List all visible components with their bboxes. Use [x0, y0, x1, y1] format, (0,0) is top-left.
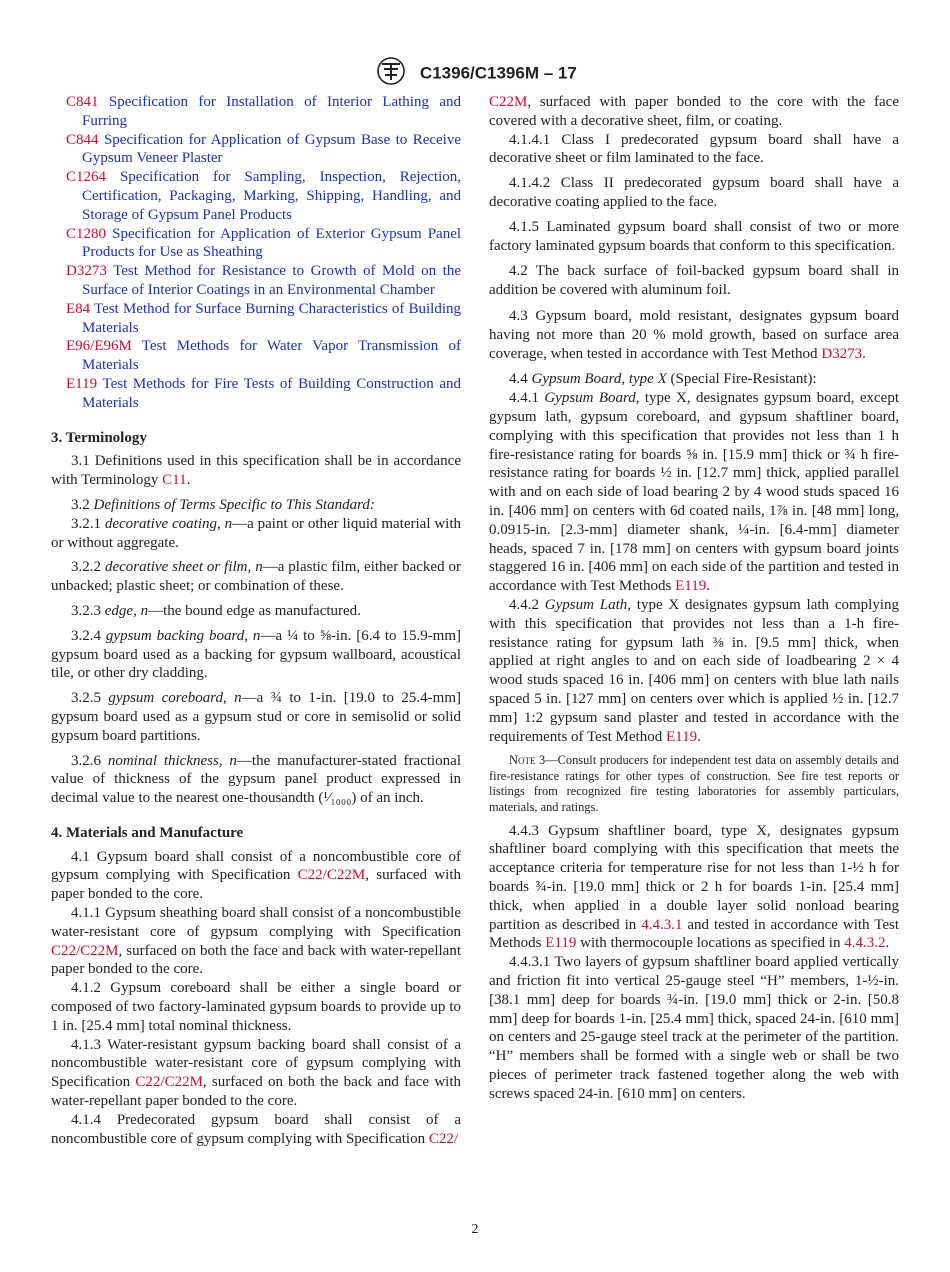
ref-item	[51, 131, 461, 169]
para-4-1-5: 4.1.5 Laminated gypsum board shall consist of two or more factory laminated gypsum boards that conform to this specification.	[489, 218, 899, 254]
standard-designation: C1396/C1396M – 17	[419, 63, 577, 83]
e119-link[interactable]: E119	[665, 728, 698, 745]
page-number: 2	[471, 1222, 479, 1237]
c22-link[interactable]: C22/	[428, 1130, 459, 1147]
ref-code-link[interactable]: C841	[66, 94, 99, 110]
section-heading-terminology: 3. Terminology	[51, 429, 147, 446]
para-4-1: 4.1 Gypsum board shall consist of a noncombustible core of gypsum complying with Specification C22/C22M, surfaced with paper bonded to the core.	[51, 848, 461, 903]
ref-title: Specification for Installation of Interior Lathing and Furring	[82, 94, 462, 129]
ref-code-link[interactable]: E119	[66, 375, 98, 392]
d3273-link[interactable]: D3273	[821, 345, 863, 362]
ref-item	[51, 168, 461, 224]
ref-title: Test Method for Surface Burning Characteristics of Building Materials	[82, 300, 461, 336]
para-4-3: 4.3 Gypsum board, mold resistant, designates gypsum board having not more than 20 % mold growth, based on surface area coverage, when tested in accordance with Test Method D3273.	[489, 307, 899, 362]
section-4-4-3-2-link[interactable]: 4.4.3.2	[844, 935, 886, 952]
ref-title: Specification for Sampling, Inspection, Rejection, Certification, Packaging, Marking, Shipping, Handling, and Storage of Gypsum Panel Products	[82, 169, 461, 223]
c22-link[interactable]: C22/C22M	[135, 1074, 203, 1091]
para-4-1-4-1: 4.1.4.1 Class I predecorated gypsum board shall have a decorative sheet or film laminated to the face.	[489, 131, 899, 167]
ref-title: Test Methods for Water Vapor Transmission of Materials	[82, 338, 461, 374]
para-4-4: 4.4 Gypsum Board, type X (Special Fire-Resistant):	[509, 371, 817, 388]
para-4-4-1: 4.4.1 Gypsum Board, type X, designates gypsum board, except gypsum lath, gypsum coreboard, and gypsum shaftliner board, complying with this specification that provides not less than 1 h fire-resistance rating for boards ⅝ in. [15.9 mm] thick or ¾ h fire-resistance rating for boards ½ in. [12.7 mm] thick, applied parallel with and on each side of load bearing 2 by 4 wood studs spaced 16 in. [406 mm] on centers with 6d coated nails, 1⅞ in. [48 mm] long, 0.0915-in. [2.3-mm] diameter shank, ¼-in. [6.4-mm] diameter heads, spaced 7 in. [178 mm] on centers with gypsum board joints staggered 16 in. [406 mm] on each side of the partition and tested in accordance with Test Methods E119.	[489, 390, 900, 595]
ref-title: Test Methods for Fire Tests of Building Construction and Materials	[82, 375, 462, 411]
para-4-4-3-1: 4.4.3.1 Two layers of gypsum shaftliner board applied vertically and friction fit into vertical 25-gauge steel “H” members, 1-½-in. [38.1 mm] deep for boards ¾-in. [19.0 mm] thick or 2-in. [50.8 mm] deep for boards 1-in. [25.4 mm] thick, spaced 24-in. [610 mm] on centers and 25-gauge steel track at the perimeter of the partition. “H” members shall be formed with a single web or shall be two pieces of perimeter track fastened together along the web with screws spaced 24-in. [610 mm] on centers.	[489, 954, 899, 1102]
ref-item	[51, 300, 461, 338]
definition-3-2-1: 3.2.1 decorative coating, n—a paint or other liquid material with or without aggregate.	[51, 515, 462, 551]
definition-3-2-6: 3.2.6 nominal thickness, n—the manufacturer-stated fractional value of thickness of the gypsum panel product expressed in decimal value to the nearest one-thousandth (¹⁄₁₀₀₀) of an inch.	[51, 752, 462, 807]
ref-title: Specification for Application of Exterior Gypsum Panel Products for Use as Sheathing	[82, 225, 462, 261]
definition-3-2-2: 3.2.2 decorative sheet or film, n—a plastic film, either backed or unbacked; plastic sheet; or combination of these.	[51, 559, 462, 595]
para-4-2: 4.2 The back surface of foil-backed gypsum board shall in addition be covered with aluminum foil.	[489, 263, 899, 299]
para-3-2: 3.2 Definitions of Terms Specific to This Standard:	[71, 496, 375, 513]
para-4-1-4-cont: C22M, surfaced with paper bonded to the core with the face covered with a decorative sheet, film, or coating.	[489, 94, 899, 129]
note-3: Note 3—Consult producers for independent test data on assembly details and fire-resistance ratings for other types of construction. See fire test reports or listings from recognized fire testing laboratories for assembly particulars, materials, and ratings.	[489, 753, 899, 815]
section-heading-materials: 4. Materials and Manufacture	[51, 824, 244, 841]
page-header	[0, 56, 950, 91]
e119-link[interactable]: E119	[545, 935, 577, 952]
ref-code-link[interactable]: C844	[66, 131, 99, 148]
ref-code-link[interactable]: C1280	[66, 225, 107, 242]
e119-link[interactable]: E119	[675, 578, 707, 595]
para-4-4-2: 4.4.2 Gypsum Lath, type X designates gypsum lath complying with this specification that provides not less than a 1-h fire-resistance rating for gypsum lath ⅜ in. [9.5 mm] thick, when applied at right angles to and on each side of loadbearing 2 × 4 wood studs spaced 16 in. [406 mm] on centers with blue lath nails spaced 5 in. [127 mm] on centers over which is applied ½ in. [12.7 mm] 1:2 gypsum sand plaster and tested in accordance with the requirements of Test Method E119.	[489, 596, 899, 745]
para-4-1-4: 4.1.4 Predecorated gypsum board shall consist of a noncombustible core of gypsum complying with Specification C22/	[51, 1111, 461, 1147]
para-4-1-4-2: 4.1.4.2 Class II predecorated gypsum board shall have a decorative coating applied to the face.	[489, 175, 899, 210]
definition-3-2-4: 3.2.4 gypsum backing board, n—a ¼ to ⅝-in. [6.4 to 15.9-mm] gypsum board used as a backing for gypsum wallboard, acoustical tile, or other dry cladding.	[51, 627, 462, 682]
definition-3-2-5: 3.2.5 gypsum coreboard, n—a ¾ to 1-in. [19.0 to 25.4-mm] gypsum board used as a gypsum stud or core in semisolid or solid gypsum board partitions.	[51, 690, 461, 744]
para-4-1-1: 4.1.1 Gypsum sheathing board shall consist of a noncombustible water-resistant core of gypsum complying with Specification C22/C22M, surfaced on both the face and back with water-repellant paper bonded to the core.	[51, 905, 461, 978]
ref-code-link[interactable]: E96/E96M	[66, 338, 132, 355]
c22-link[interactable]: C22/C22M	[297, 867, 366, 884]
c22m-link[interactable]: C22M	[489, 94, 528, 110]
ref-item	[51, 337, 461, 375]
ref-item	[51, 375, 461, 413]
left-column	[51, 93, 461, 1148]
para-3-1: 3.1 Definitions used in this specification shall be in accordance with Terminology C11.	[51, 453, 461, 489]
ref-code-link[interactable]: E84	[66, 300, 91, 317]
ref-code-link[interactable]: C1264	[66, 169, 107, 186]
c22-link[interactable]: C22/C22M	[51, 942, 119, 959]
para-4-1-3: 4.1.3 Water-resistant gypsum backing board shall consist of a noncombustible water-resistant core of gypsum complying with Specification C22/C22M, surfaced on both the back and face with water-repellant paper bonded to the core.	[51, 1036, 462, 1110]
para-4-1-2: 4.1.2 Gypsum coreboard shall be either a single board or composed of two factory-laminated gypsum boards to provide up to 1 in. [25.4 mm] total nominal thickness.	[51, 980, 461, 1034]
definition-3-2-3: 3.2.3 edge, n—the bound edge as manufactured.	[71, 602, 361, 619]
referenced-documents-list	[51, 93, 461, 413]
section-4-4-3-1-link[interactable]: 4.4.3.1	[641, 916, 683, 933]
ref-title: Test Method for Resistance to Growth of Mold on the Surface of Interior Coatings in an Environmental Chamber	[82, 263, 461, 298]
ref-item	[51, 93, 461, 131]
astm-logo-icon	[373, 56, 409, 91]
c11-link[interactable]: C11	[162, 472, 187, 489]
note-label: Note 3	[509, 753, 546, 768]
ref-item	[51, 262, 461, 300]
para-4-4-3: 4.4.3 Gypsum shaftliner board, type X, designates gypsum shaftliner board complying with this specification that meets the acceptance criteria for temperature rise for not less than 1-½ h for boards ¾-in. [19.0 mm] thick or 2 h for boards 1-in. [25.4 mm] thick, when applied in a double layer solid nonload bearing partition as described in 4.4.3.1 and tested in accordance with Test Methods E119 with thermocouple locations as specified in 4.4.3.2.	[489, 822, 899, 952]
ref-title: Specification for Application of Gypsum Base to Receive Gypsum Veneer Plaster	[82, 131, 461, 167]
ref-item	[51, 225, 461, 263]
right-column	[489, 93, 899, 1104]
ref-code-link[interactable]: D3273	[66, 263, 107, 280]
